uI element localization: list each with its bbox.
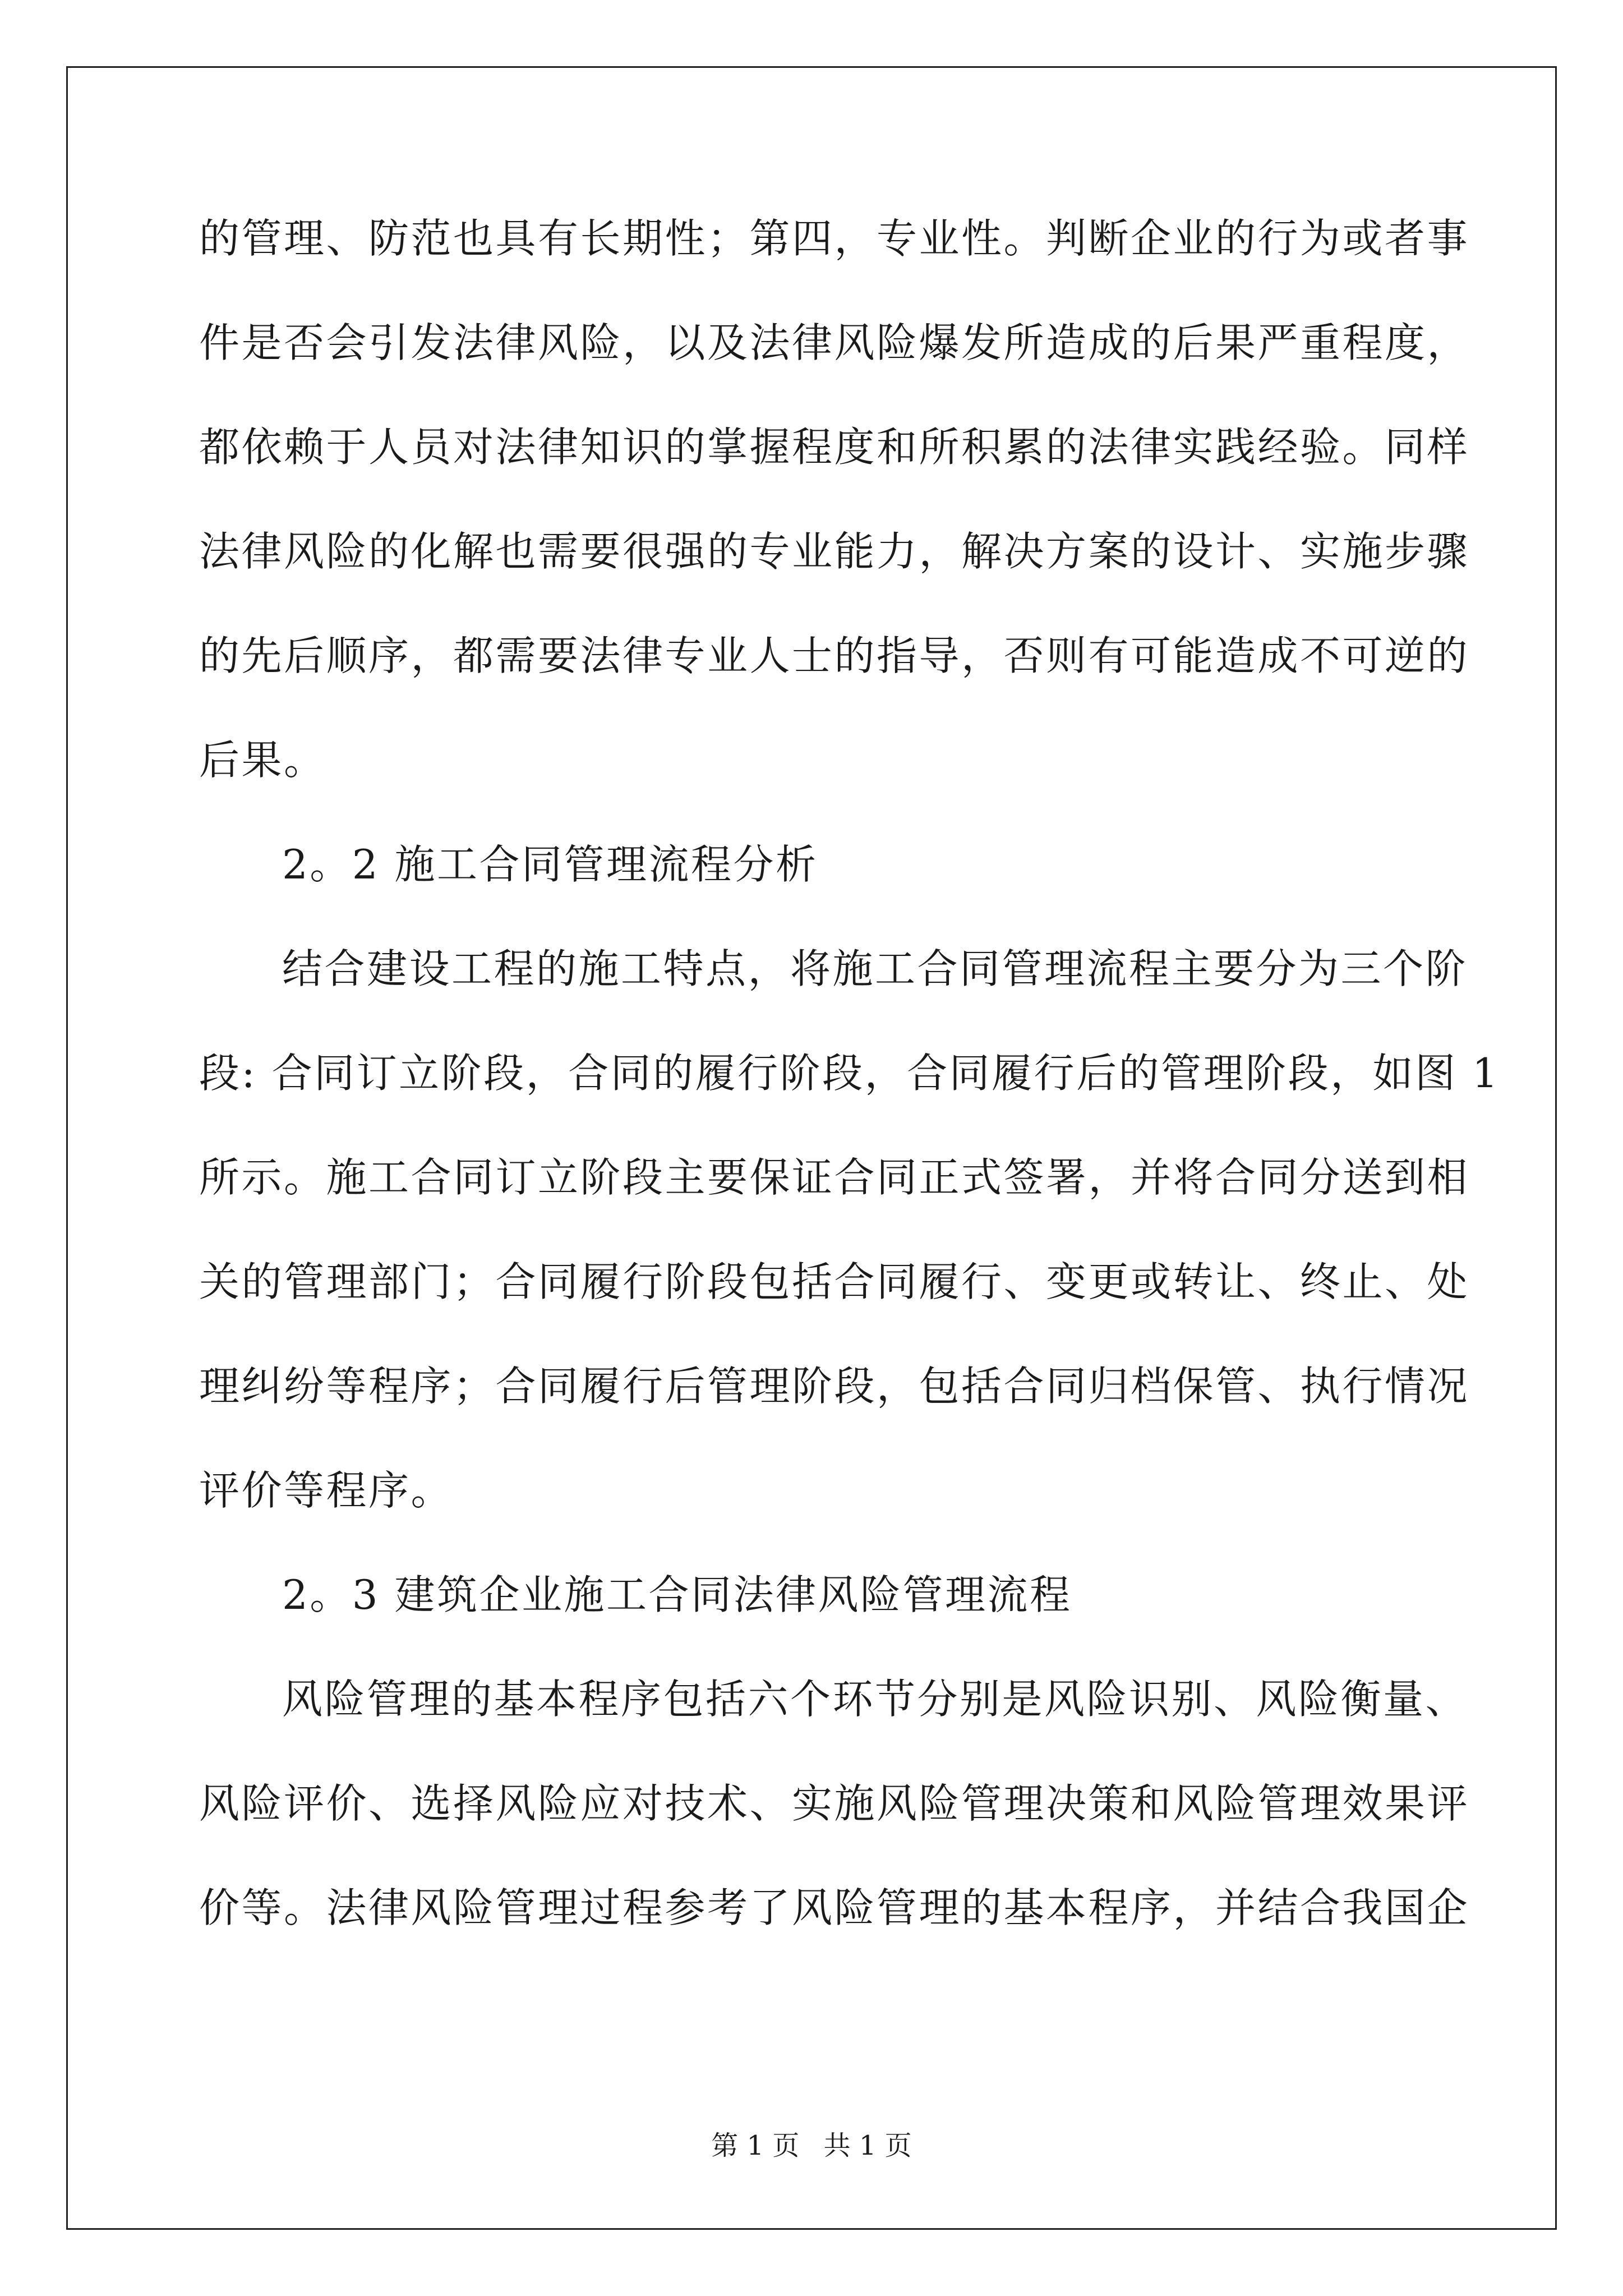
- text-line: 件是否会引发法律风险，以及法律风险爆发所造成的后果严重程度，: [199, 319, 1470, 366]
- text-line: 价等。法律风险管理过程参考了风险管理的基本程序，并结合我国企: [199, 1884, 1470, 1931]
- document-body: [199, 213, 1500, 1987]
- text-line: 的管理、防范也具有长期性；第四，专业性。判断企业的行为或者事: [199, 215, 1470, 262]
- text-line: 理纠纷等程序；合同履行后管理阶段，包括合同归档保管、执行情况: [199, 1363, 1470, 1410]
- section-heading-2-3: 2。3 建筑企业施工合同法律风险管理流程: [282, 1571, 1072, 1618]
- text-line: 段: 合同订立阶段，合同的履行阶段，合同履行后的管理阶段，如图 1: [199, 1050, 1500, 1097]
- text-line: 风险评价、选择风险应对技术、实施风险管理决策和风险管理效果评: [199, 1780, 1470, 1827]
- text-line: 后果。: [199, 737, 326, 784]
- paragraph-first-line: 结合建设工程的施工特点，将施工合同管理流程主要分为三个阶: [282, 945, 1468, 992]
- text-line: 所示。施工合同订立阶段主要保证合同正式签署，并将合同分送到相: [199, 1154, 1470, 1201]
- text-line: 都依赖于人员对法律知识的掌握程度和所积累的法律实践经验。同样: [199, 424, 1470, 471]
- paragraph-first-line: 风险管理的基本程序包括六个环节分别是风险识别、风险衡量、: [282, 1676, 1468, 1723]
- page-number-total: 共 1 页: [823, 2130, 912, 2161]
- section-heading-2-2: 2。2 施工合同管理流程分析: [282, 841, 818, 888]
- text-line: 法律风险的化解也需要很强的专业能力，解决方案的设计、实施步骤: [199, 528, 1470, 575]
- page-number-current: 第 1 页: [711, 2130, 800, 2161]
- text-line: 的先后顺序，都需要法律专业人士的指导，否则有可能造成不可逆的: [199, 632, 1470, 679]
- text-line: 关的管理部门；合同履行阶段包括合同履行、变更或转让、终止、处: [199, 1258, 1470, 1305]
- page-footer: [0, 2129, 1623, 2162]
- text-line: 评价等程序。: [199, 1467, 454, 1514]
